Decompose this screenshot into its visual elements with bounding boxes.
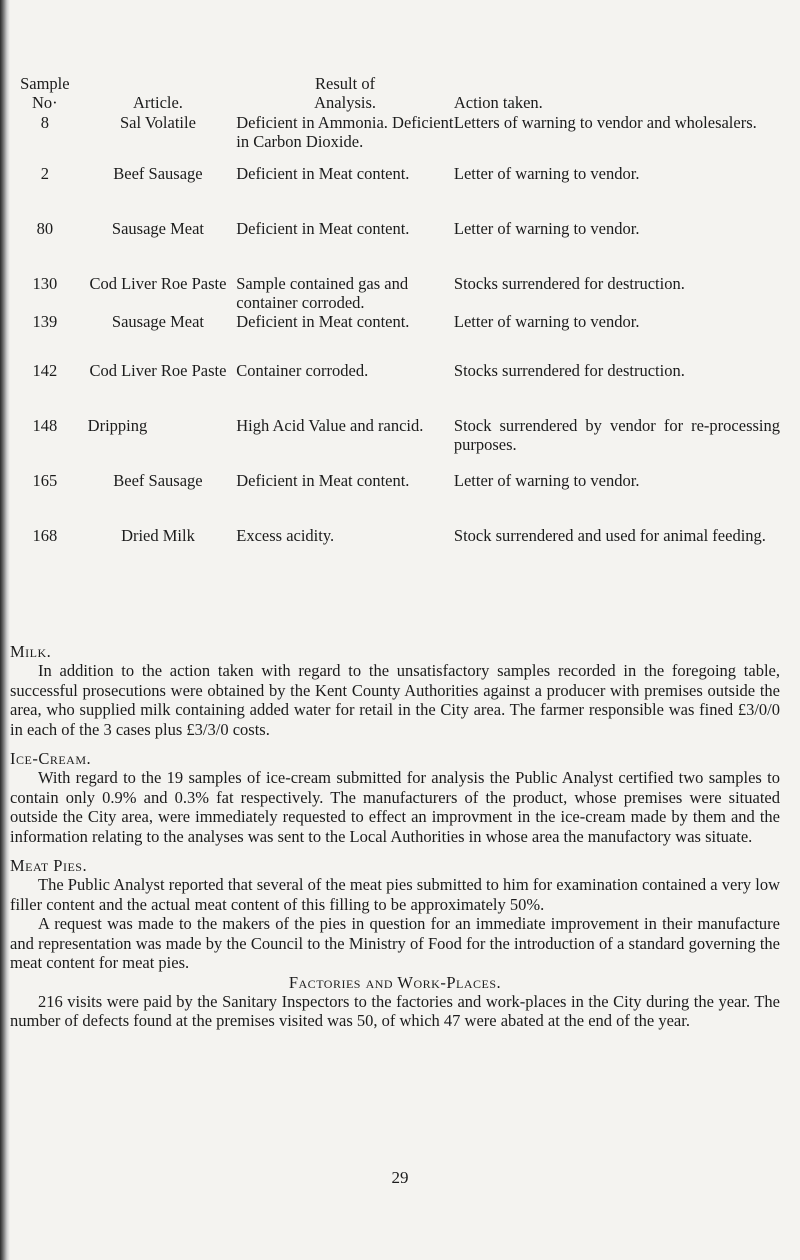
- milk-paragraph: In addition to the action taken with regard to the unsatisfactory samples recorded in the foregoing table, successful prosecutions were obtained by the Kent County Authorities against a producer with premises outside the area, who supplied milk containing added water for retail in the City area. The farmer responsible was fined £3/0/0 in each of the 3 cases plus £3/3/0 costs.: [10, 661, 780, 739]
- milk-heading: Milk.: [10, 642, 52, 661]
- cell-sample-no: 2: [40, 164, 49, 183]
- cell-action: Letters of warning to vendor and wholesalers.: [453, 113, 757, 132]
- cell-action: Letter of warning to vendor.: [453, 219, 640, 238]
- table-row: [10, 274, 780, 312]
- cell-article: Sausage Meat: [111, 312, 205, 331]
- cell-article: Sausage Meat: [111, 219, 205, 238]
- cell-result: High Acid Value and rancid.: [236, 416, 424, 435]
- cell-result: Deficient in Meat content.: [236, 312, 410, 331]
- cell-article: Cod Liver Roe Paste: [89, 361, 227, 380]
- table-header-row: [10, 74, 780, 113]
- cell-result: Excess acidity.: [236, 526, 335, 545]
- factories-heading: Factories and Work-Places.: [288, 972, 502, 992]
- meatpies-paragraph-2: A request was made to the makers of the pies in question for an immediate improvement in their manufacture and representation was made by the Council to the Ministry of Food for the introduction of a standard governing the meat content for meat pies.: [10, 914, 780, 973]
- header-action: Action taken.: [453, 93, 543, 112]
- cell-sample-no: 142: [32, 361, 58, 380]
- cell-sample-no: 80: [36, 219, 54, 238]
- header-result: [236, 74, 454, 113]
- document-page: [10, 0, 790, 1260]
- cell-article: Cod Liver Roe Paste: [89, 274, 227, 293]
- table-row: [10, 113, 780, 164]
- header-result-line1: Result of: [315, 74, 376, 93]
- page-binding-edge: [0, 0, 10, 1260]
- cell-article: Dried Milk: [121, 526, 195, 545]
- page-number: 29: [391, 1168, 409, 1187]
- cell-result: Deficient in Meat content.: [236, 219, 410, 238]
- meatpies-heading: Meat Pies.: [10, 856, 88, 876]
- cell-action: Stocks surrendered for destruction.: [453, 274, 685, 293]
- factories-paragraph: 216 visits were paid by the Sanitary Inspectors to the factories and work-places in the City during the year. The number of defects found at the premises visited was 50, of which 47 were abated at the end of the year.: [10, 991, 780, 1031]
- cell-action: Letter of warning to vendor.: [453, 312, 640, 331]
- cell-sample-no: 168: [32, 526, 58, 545]
- icecream-paragraph: With regard to the 19 samples of ice-cream submitted for analysis the Public Analyst certified two samples to contain only 0.9% and 0.3% fat respectively. The manufacturers of the product, whose premises were situated outside the City area, were immediately requested to effect an improvment in the ice-cream made by them and the information relating to the analyses was sent to the Local Authorities in whose area the manufactory was situate.: [10, 768, 780, 846]
- table-row: [10, 416, 780, 471]
- cell-article: Dripping: [87, 416, 148, 435]
- cell-sample-no: 148: [32, 416, 58, 435]
- table-row: [10, 361, 780, 416]
- table-row: [10, 526, 780, 545]
- cell-sample-no: 165: [32, 471, 58, 490]
- report-body: [10, 642, 780, 1031]
- cell-action: Letter of warning to vendor.: [453, 471, 640, 490]
- cell-article: Beef Sausage: [113, 164, 203, 183]
- cell-article: Beef Sausage: [113, 471, 203, 490]
- samples-table: [10, 74, 780, 545]
- cell-article: Sal Volatile: [119, 113, 196, 132]
- cell-result: Deficient in Meat content.: [236, 164, 410, 183]
- table-row: [10, 471, 780, 526]
- table-row: [10, 219, 780, 274]
- table-row: [10, 312, 780, 361]
- header-article: Article.: [132, 93, 183, 112]
- cell-sample-no: 8: [40, 113, 49, 132]
- cell-result: Container corroded.: [236, 361, 369, 380]
- cell-result: Deficient in Meat content.: [236, 471, 410, 490]
- table-row: [10, 164, 780, 219]
- icecream-heading: Ice-Cream.: [10, 749, 92, 769]
- cell-result: Sample contained gas and container corroded.: [236, 274, 409, 312]
- header-sample-no: Sample No·: [20, 74, 70, 112]
- cell-action: Letter of warning to vendor.: [453, 164, 640, 183]
- cell-sample-no: 130: [32, 274, 58, 293]
- cell-result: Deficient in Ammonia. Deficient in Carbon Dioxide.: [236, 113, 454, 151]
- cell-action: Stock surrendered by vendor for re-processing purposes.: [453, 416, 780, 454]
- meatpies-paragraph-1: The Public Analyst reported that several of the meat pies submitted to him for examination contained a very low filler content and the actual meat content of this filling to be approximately 50%.: [10, 875, 780, 914]
- cell-sample-no: 139: [32, 312, 58, 331]
- header-result-line2: Analysis.: [314, 93, 376, 112]
- cell-action: Stocks surrendered for destruction.: [453, 361, 685, 380]
- cell-action: Stock surrendered and used for animal feeding.: [453, 526, 766, 545]
